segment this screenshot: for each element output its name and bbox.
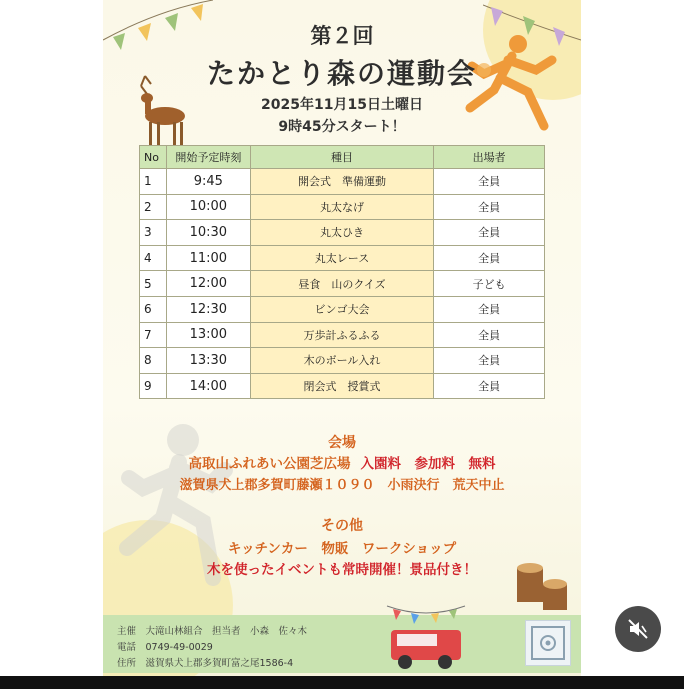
table-row (140, 348, 545, 374)
other-items: キッチンカー 物販 ワークショップ (227, 541, 457, 557)
table-row (140, 296, 545, 322)
table-row (140, 373, 545, 399)
row-event: 丸太なげ (250, 194, 433, 220)
table-row (140, 322, 545, 348)
venue-heading: 会場 (328, 435, 356, 451)
bottom-bar (0, 676, 684, 689)
row-participants: 全員 (434, 373, 545, 399)
footer-phone: 電話 0749-49-0029 (117, 642, 213, 653)
event-start-time: 9時45分スタート！ (278, 119, 406, 135)
row-event: 開会式 準備運動 (250, 169, 433, 195)
table-row (140, 245, 545, 271)
row-time: 14:00 (166, 373, 250, 399)
row-no: 5 (140, 271, 167, 297)
row-participants: 全員 (434, 245, 545, 271)
row-participants: 全員 (434, 296, 545, 322)
header-time: 開始予定時刻 (166, 146, 250, 169)
row-time: 10:30 (166, 220, 250, 246)
table-row (140, 220, 545, 246)
row-event: ビンゴ大会 (250, 296, 433, 322)
row-event: 昼食 山のクイズ (250, 271, 433, 297)
row-participants: 全員 (434, 220, 545, 246)
row-time: 12:30 (166, 296, 250, 322)
row-time: 9:45 (166, 169, 250, 195)
row-no: 1 (140, 169, 167, 195)
mute-button[interactable] (615, 606, 661, 652)
table-row (140, 271, 545, 297)
header-event: 種目 (250, 146, 433, 169)
row-participants: 子ども (434, 271, 545, 297)
event-date: 2025年11月15日土曜日 (261, 97, 423, 113)
row-no: 4 (140, 245, 167, 271)
venue-fees: 入園料 参加料 無料 (360, 456, 496, 472)
table-row (140, 169, 545, 195)
other-note: 木を使ったイベントも常時開催！景品付き！ (207, 562, 477, 578)
footer-organizer: 主催 大滝山林組合 担当者 小森 佐々木 (117, 626, 308, 637)
row-event: 木のボール入れ (250, 348, 433, 374)
row-time: 13:30 (166, 348, 250, 374)
row-event: 万歩計ふるふる (250, 322, 433, 348)
qr-code-icon (525, 620, 571, 666)
footer-address: 住所 滋賀県犬上郡多賀町富之尾1586-4 (117, 658, 294, 669)
footer-panel (103, 615, 581, 673)
venue-place: 高取山ふれあい公園芝広場 (188, 456, 351, 472)
schedule-table (139, 145, 545, 399)
header-participants: 出場者 (434, 146, 545, 169)
schedule-header-row (140, 146, 545, 169)
row-event: 閉会式 授賞式 (250, 373, 433, 399)
venue-address-note: 滋賀県犬上郡多賀町藤瀬１０９０ 小雨決行 荒天中止 (179, 478, 505, 493)
food-truck-icon (381, 600, 471, 674)
row-event: 丸太レース (250, 245, 433, 271)
row-time: 11:00 (166, 245, 250, 271)
table-row (140, 194, 545, 220)
edition-label: 第２回 (310, 24, 374, 48)
row-no: 8 (140, 348, 167, 374)
row-participants: 全員 (434, 348, 545, 374)
row-participants: 全員 (434, 322, 545, 348)
row-time: 10:00 (166, 194, 250, 220)
row-participants: 全員 (434, 194, 545, 220)
row-no: 6 (140, 296, 167, 322)
row-participants: 全員 (434, 169, 545, 195)
event-poster (103, 0, 581, 676)
row-no: 9 (140, 373, 167, 399)
header-no: No (140, 146, 167, 169)
row-event: 丸太ひき (250, 220, 433, 246)
row-no: 7 (140, 322, 167, 348)
row-time: 12:00 (166, 271, 250, 297)
row-no: 3 (140, 220, 167, 246)
mute-icon (627, 618, 649, 640)
stump-icon (511, 556, 573, 614)
row-time: 13:00 (166, 322, 250, 348)
row-no: 2 (140, 194, 167, 220)
other-heading: その他 (321, 518, 363, 534)
event-title: たかとり森の運動会 (206, 57, 477, 90)
venue-place-line (103, 452, 581, 472)
